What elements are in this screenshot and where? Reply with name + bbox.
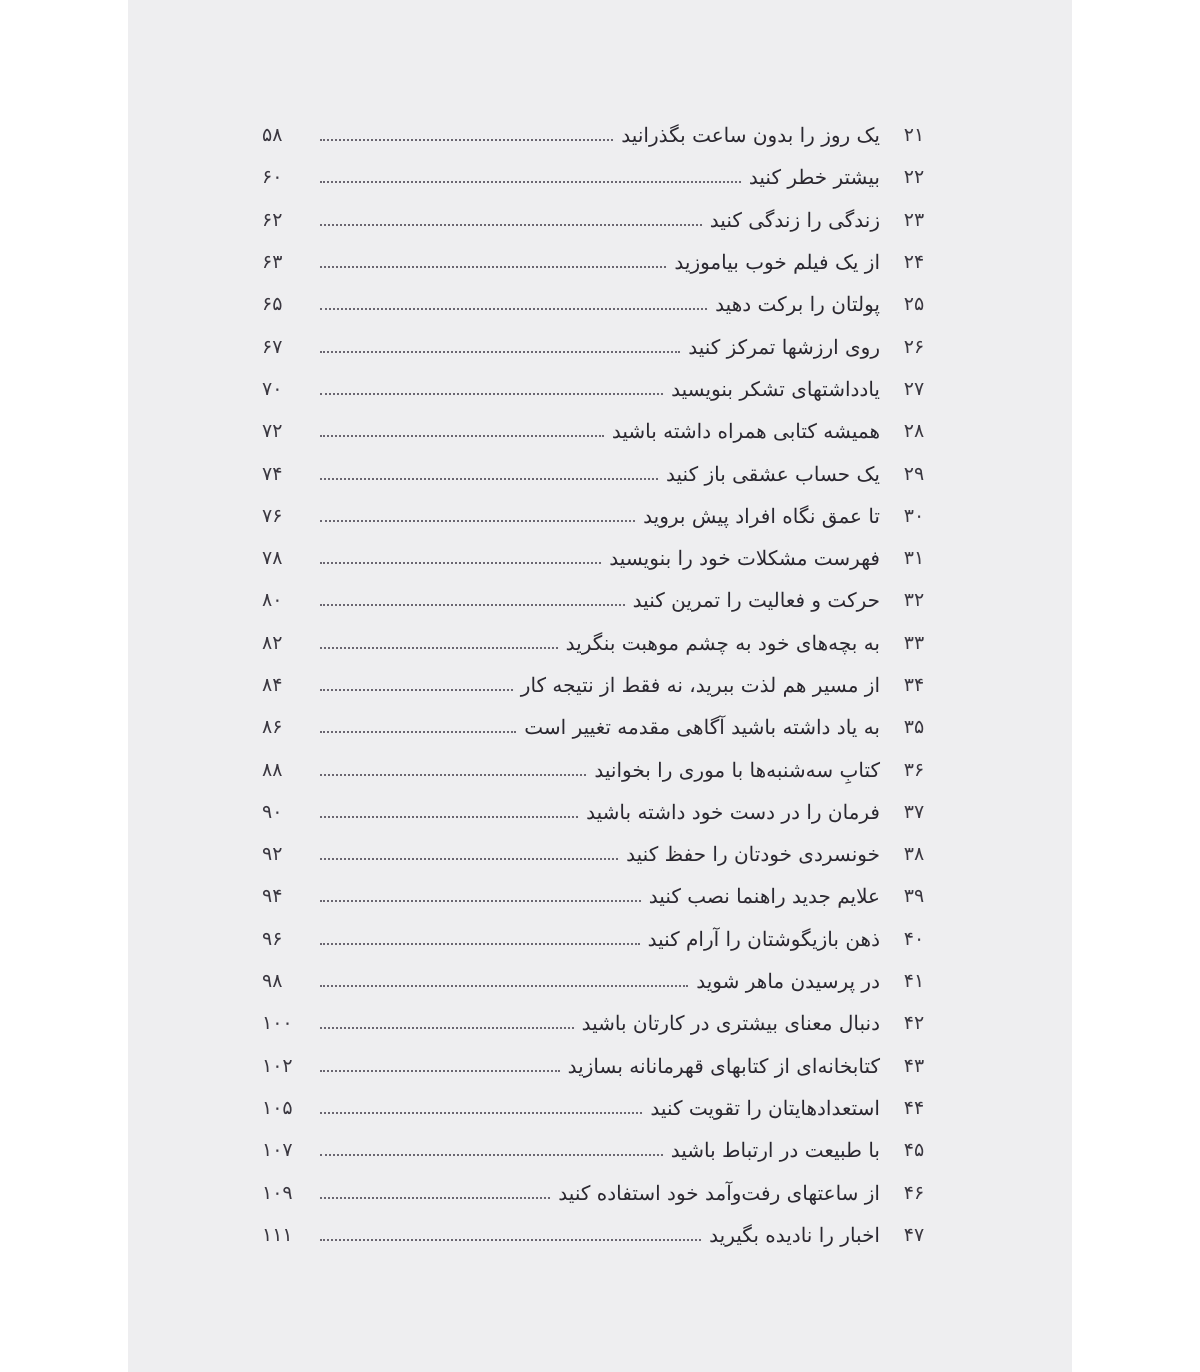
entry-page-number: ۹۶	[262, 927, 283, 950]
toc-entry	[262, 283, 948, 325]
entry-number: ۳۰	[903, 504, 925, 527]
entry-page-number: ۷۶	[262, 504, 283, 527]
entry-number: ۳۹	[903, 885, 925, 908]
entry-number: ۳۶	[903, 758, 925, 781]
dot-leader	[320, 985, 688, 987]
entry-number: ۲۶	[903, 335, 925, 358]
entry-number: ۴۶	[903, 1181, 925, 1204]
entry-page-number: ۷۸	[262, 547, 283, 570]
dot-leader	[320, 816, 578, 818]
entry-title: بیشتر خطر کنید	[748, 165, 880, 190]
entry-number: ۲۲	[903, 166, 925, 189]
toc-entry	[262, 1087, 948, 1129]
entry-title: روی ارزشها تمرکز کنید	[688, 334, 880, 359]
toc-entry	[262, 241, 948, 283]
dot-leader	[320, 520, 635, 522]
entry-title: دنبال معنای بیشتری در کارتان باشید	[581, 1011, 880, 1036]
entry-page-number: ۷۲	[262, 420, 283, 443]
toc-entry	[262, 579, 948, 621]
entry-number: ۴۷	[903, 1223, 925, 1246]
entry-number: ۳۴	[903, 674, 925, 696]
toc-entry	[262, 706, 948, 748]
dot-leader	[320, 604, 625, 606]
entry-page-number: ۹۲	[262, 843, 283, 866]
toc-entry	[262, 537, 948, 579]
entry-page-number: ۶۰	[262, 166, 283, 189]
toc-entry	[262, 791, 948, 833]
toc-entry	[262, 325, 948, 367]
dot-leader	[320, 266, 666, 268]
entry-page-number: ۶۵	[262, 293, 283, 316]
entry-title: به یاد داشته باشید آگاهی مقدمه تغییر است	[524, 715, 880, 740]
entry-page-number: ۸۸	[262, 758, 283, 781]
entry-page-number: ۱۰۷	[262, 1139, 293, 1162]
toc-entry	[262, 833, 948, 875]
toc-entry	[262, 410, 948, 452]
toc-entry	[262, 875, 948, 917]
toc-entry	[262, 1002, 948, 1044]
dot-leader	[320, 351, 680, 353]
entry-number: ۳۵	[903, 716, 925, 739]
entry-title: به بچه‌های خود به چشم موهبت بنگرید	[565, 630, 880, 655]
entry-title: استعدادهایتان را تقویت کنید	[650, 1095, 880, 1120]
entry-page-number: ۸۶	[262, 716, 283, 739]
entry-title: کتابِ سه‌شنبه‌ها با موری را بخوانید	[594, 757, 880, 782]
table-of-contents	[262, 114, 948, 1256]
entry-title: فهرست مشکلات خود را بنویسید	[609, 546, 880, 571]
toc-entry	[262, 199, 948, 241]
entry-page-number: ۱۰۵	[262, 1096, 293, 1119]
toc-entry	[262, 664, 948, 706]
entry-number: ۲۳	[903, 208, 925, 231]
toc-entry	[262, 1171, 948, 1213]
entry-page-number: ۷۰	[262, 377, 283, 400]
toc-entry	[262, 748, 948, 790]
entry-number: ۴۴	[903, 1096, 925, 1119]
entry-title: تا عمق نگاه افراد پیش بروید	[643, 503, 880, 528]
dot-leader	[320, 858, 618, 860]
entry-page-number: ۱۱۱	[262, 1223, 293, 1246]
dot-leader	[320, 224, 702, 226]
dot-leader	[320, 393, 663, 395]
entry-page-number: ۹۴	[262, 885, 283, 908]
toc-entry	[262, 452, 948, 494]
entry-page-number: ۶۳	[262, 251, 283, 274]
entry-page-number: ۶۲	[262, 208, 283, 231]
dot-leader	[320, 689, 513, 691]
entry-page-number: ۱۰۹	[262, 1181, 293, 1204]
entry-title: از مسیر هم لذت ببرید، نه فقط از نتیجه کار	[520, 673, 880, 697]
entry-title: خونسردی خودتان را حفظ کنید	[626, 842, 880, 867]
entry-page-number: ۹۰	[262, 800, 283, 823]
entry-page-number: ۹۸	[262, 970, 283, 993]
entry-title: در پرسیدن ماهر شوید	[696, 969, 880, 994]
entry-title: یک روز را بدون ساعت بگذرانید	[621, 123, 880, 148]
entry-title: از یک فیلم خوب بیاموزید	[674, 250, 880, 275]
dot-leader	[320, 900, 641, 902]
entry-number: ۳۸	[903, 843, 925, 866]
entry-number: ۴۵	[903, 1139, 925, 1162]
entry-number: ۲۴	[903, 251, 925, 274]
dot-leader	[320, 731, 516, 733]
entry-title: ذهن بازیگوشتان را آرام کنید	[647, 926, 880, 951]
entry-title: زندگی را زندگی کنید	[709, 207, 880, 232]
toc-entry	[262, 1129, 948, 1171]
dot-leader	[320, 562, 601, 564]
entry-title: پولتان را برکت دهید	[715, 292, 880, 317]
toc-entry	[262, 1045, 948, 1087]
entry-number: ۴۳	[903, 1054, 925, 1077]
toc-entry	[262, 960, 948, 1002]
toc-entry	[262, 368, 948, 410]
entry-page-number: ۱۰۲	[262, 1054, 293, 1077]
dot-leader	[320, 1154, 663, 1156]
entry-title: اخبار را نادیده بگیرید	[709, 1222, 880, 1247]
entry-title: کتابخانه‌ای از کتابهای قهرمانانه بسازید	[567, 1053, 880, 1078]
entry-number: ۲۸	[903, 420, 925, 443]
entry-title: از ساعتهای رفت‌وآمد خود استفاده کنید	[558, 1180, 880, 1205]
entry-number: ۳۲	[903, 589, 925, 612]
entry-number: ۴۱	[903, 970, 925, 993]
dot-leader	[320, 1112, 642, 1114]
dot-leader	[320, 943, 640, 945]
entry-title: یک حساب عشقی باز کنید	[666, 461, 880, 486]
entry-page-number: ۱۰۰	[262, 1012, 293, 1035]
dot-leader	[320, 478, 658, 480]
toc-entry	[262, 114, 948, 156]
entry-title: فرمان را در دست خود داشته باشید	[586, 799, 880, 824]
entry-number: ۴۰	[903, 927, 925, 950]
entry-number: ۳۷	[903, 800, 925, 823]
entry-number: ۲۷	[903, 377, 925, 400]
toc-entry	[262, 495, 948, 537]
entry-title: حرکت و فعالیت را تمرین کنید	[632, 588, 880, 613]
toc-entry	[262, 1214, 948, 1256]
entry-number: ۲۱	[903, 124, 925, 147]
entry-page-number: ۷۴	[262, 462, 283, 485]
entry-page-number: ۸۰	[262, 589, 283, 612]
entry-page-number: ۵۸	[262, 124, 283, 147]
dot-leader	[320, 181, 741, 183]
entry-title: با طبیعت در ارتباط باشید	[670, 1138, 880, 1163]
dot-leader	[320, 1027, 574, 1029]
dot-leader	[320, 1239, 701, 1241]
dot-leader	[320, 774, 586, 776]
entry-number: ۳۱	[903, 547, 925, 570]
entry-page-number: ۸۴	[262, 674, 283, 696]
toc-entry	[262, 156, 948, 198]
entry-number: ۲۹	[903, 462, 925, 485]
dot-leader	[320, 1197, 550, 1199]
dot-leader	[320, 139, 613, 141]
entry-title: همیشه کتابی همراه داشته باشید	[611, 419, 880, 444]
entry-number: ۴۲	[903, 1012, 925, 1035]
entry-number: ۳۳	[903, 631, 925, 654]
toc-entry	[262, 918, 948, 960]
dot-leader	[320, 647, 558, 649]
toc-entry	[262, 622, 948, 664]
entry-number: ۲۵	[903, 293, 925, 316]
entry-page-number: ۸۲	[262, 631, 283, 654]
dot-leader	[320, 308, 707, 310]
dot-leader	[320, 1070, 560, 1072]
entry-title: علایم جدید راهنما نصب کنید	[648, 884, 880, 909]
entry-title: یادداشتهای تشکر بنویسید	[671, 376, 880, 401]
entry-page-number: ۶۷	[262, 335, 283, 358]
dot-leader	[320, 435, 604, 437]
